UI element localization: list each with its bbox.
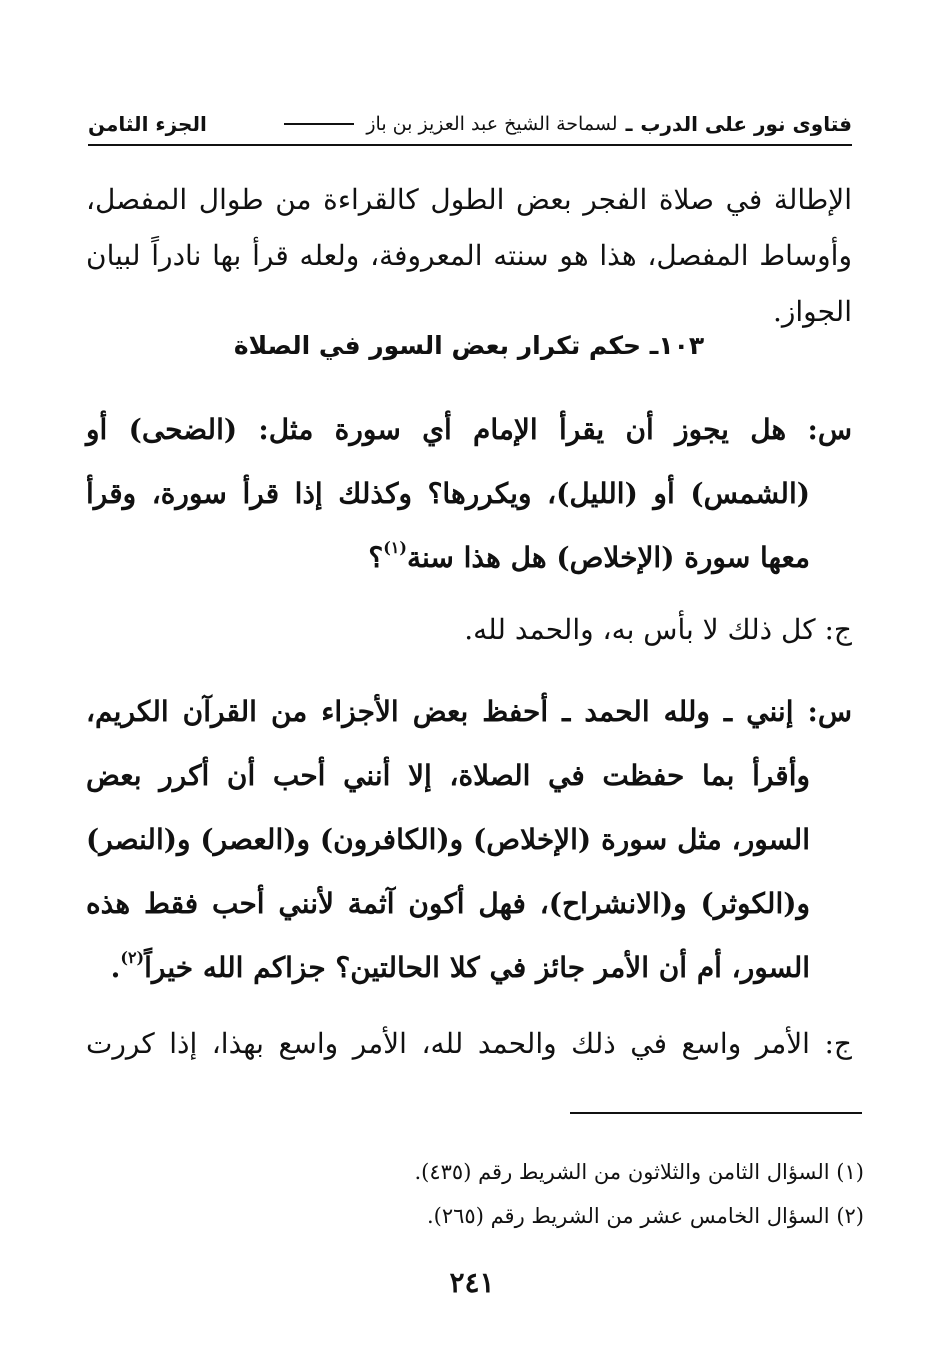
question-1-end: ؟: [368, 541, 384, 574]
continuation-paragraph: الإطالة في صلاة الفجر بعض الطول كالقراءة من طوال المفصل، وأوساط المفصل، هذا هو سنته المعروفة، ولعله قرأ بها نادراً لبيان الجواز.: [86, 183, 852, 328]
footnotes: [120, 1150, 864, 1238]
question-2: [86, 680, 852, 1000]
footnote-divider: [570, 1112, 862, 1114]
question-1: [86, 398, 852, 590]
author-name: لسماحة الشيخ عبد العزيز بن باز: [366, 113, 618, 135]
running-header: [88, 104, 852, 146]
question-1-body: س: هل يجوز أن يقرأ الإمام أي سورة مثل: (الضحى) أو (الشمس) أو (الليل)، ويكررها؟ وكذلك إذا قرأ سورة، وقرأ معها سورة (الإخلاص) هل هذا سنة: [86, 413, 853, 574]
section-title: ١٠٣ـ حكم تكرار بعض السور في الصلاة: [233, 331, 705, 360]
answer-2-text: ج: الأمر واسع في ذلك والحمد لله، الأمر واسع بهذا، إذا كررت: [86, 1027, 852, 1060]
page-number: ٢٤١: [449, 1266, 495, 1299]
question-2-text: [86, 680, 852, 1000]
question-2-body: س: إنني ـ ولله الحمد ـ أحفظ بعض الأجزاء من القرآن الكريم، وأقرأ بما حفظت في الصلاة، إلا أنني أحب أن أكرر بعض السور، مثل سورة (الإخلاص) و(الكافرون) و(العصر) و(النصر) و(الكوثر) و(الانشراح)، فهل أكون آثمة لأنني أحب فقط هذه السور، أم أن الأمر جائز في كلا الحالتين؟ جزاكم الله خيراً: [86, 695, 852, 984]
volume-label: الجزء الثامن: [88, 112, 207, 136]
answer-1-text: ج: كل ذلك لا بأس به، والحمد لله.: [464, 613, 852, 646]
header-rule: [284, 123, 354, 125]
footnote-ref-1: (١): [383, 537, 407, 557]
footnote-1: (١) السؤال الثامن والثلاثون من الشريط رقم (٤٣٥).: [414, 1160, 864, 1184]
header-title-group: [284, 112, 852, 136]
footnote-2: (٢) السؤال الخامس عشر من الشريط رقم (٢٦٥).: [426, 1204, 864, 1228]
book-title: فتاوى نور على الدرب: [640, 112, 852, 136]
answer-2: [86, 1012, 852, 1076]
question-1-text: [86, 398, 852, 590]
header-separator: ـ: [625, 112, 633, 136]
question-2-end: .: [110, 951, 121, 984]
answer-1: [86, 598, 852, 662]
footnote-ref-2: (٢): [120, 947, 145, 967]
